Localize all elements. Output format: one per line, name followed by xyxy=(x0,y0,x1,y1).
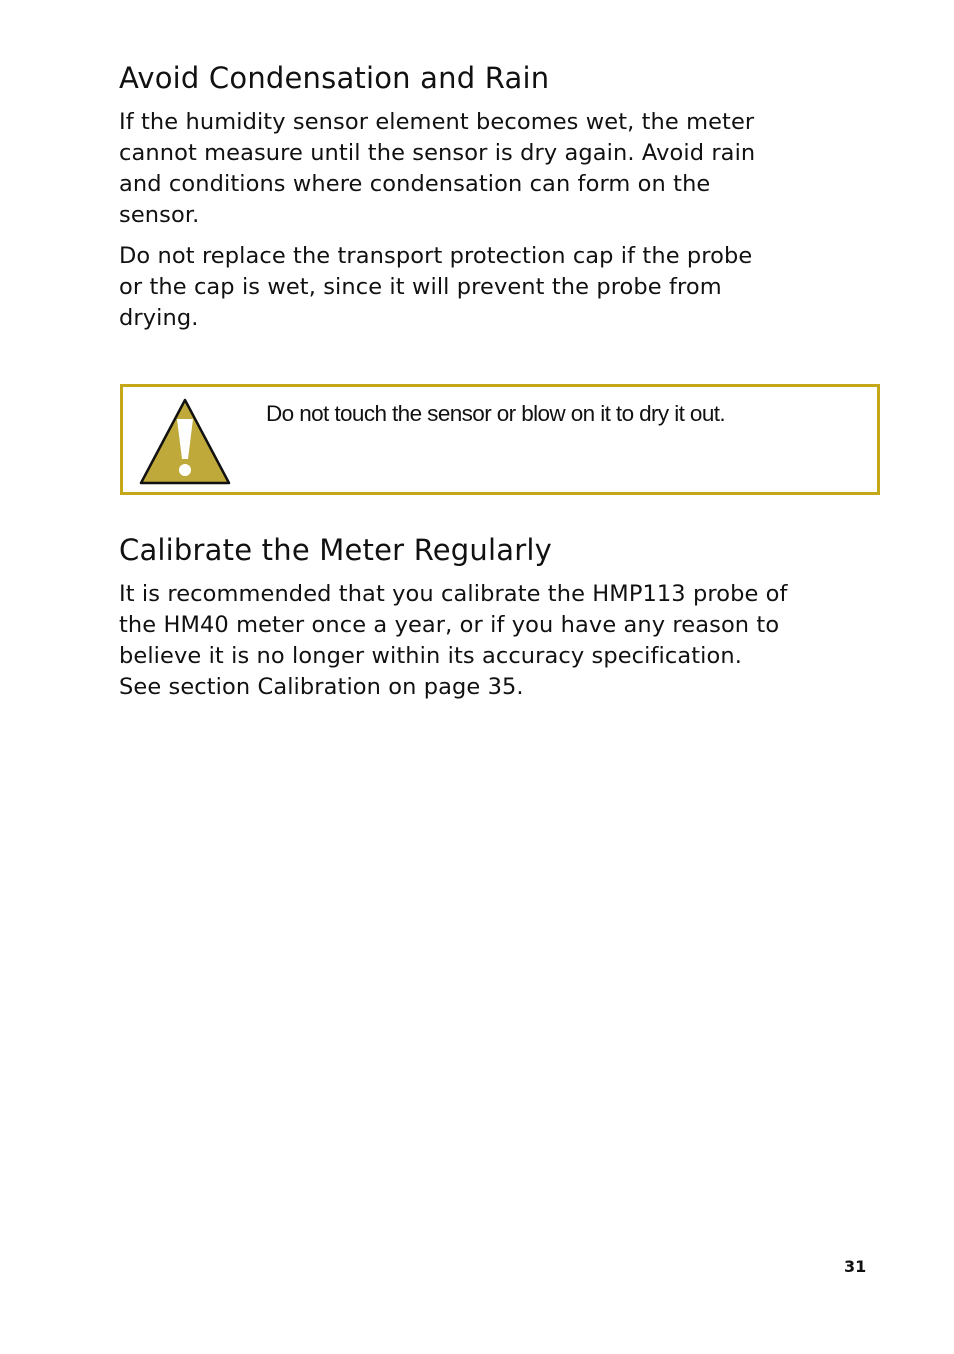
warning-text: Do not touch the sensor or blow on it to dry it out. xyxy=(266,401,726,426)
text-line: See section Calibration on page 35. xyxy=(119,674,524,700)
paragraph-protection-cap xyxy=(119,241,879,334)
page-number: 31 xyxy=(844,1257,867,1276)
section-heading-calibrate: Calibrate the Meter Regularly xyxy=(119,533,552,567)
text-line: sensor. xyxy=(119,202,200,228)
text-line: or the cap is wet, since it will prevent the probe from xyxy=(119,274,722,300)
text-line: Do not replace the transport protection cap if the probe xyxy=(119,243,753,269)
text-line: If the humidity sensor element becomes wet, the meter xyxy=(119,109,755,135)
text-segment: the HM40 meter xyxy=(119,612,312,638)
text-line: believe it is no longer within its accuracy specification. xyxy=(119,643,742,669)
warning-callout xyxy=(120,384,880,495)
text-line xyxy=(119,610,879,641)
warning-triangle-icon xyxy=(138,397,232,487)
section-heading-condensation: Avoid Condensation and Rain xyxy=(119,61,550,95)
paragraph-calibration xyxy=(119,579,879,703)
text-line: and conditions where condensation can form on the xyxy=(119,171,711,197)
paragraph-humidity-sensor-wet xyxy=(119,107,879,231)
text-line: cannot measure until the sensor is dry again. Avoid rain xyxy=(119,140,756,166)
text-segment: , or if you have any reason to xyxy=(445,612,780,638)
text-line: It is recommended that you calibrate the HMP113 probe of xyxy=(119,581,788,607)
text-line: drying. xyxy=(119,305,199,331)
emphasis-once-a-year: once a year xyxy=(311,612,446,638)
